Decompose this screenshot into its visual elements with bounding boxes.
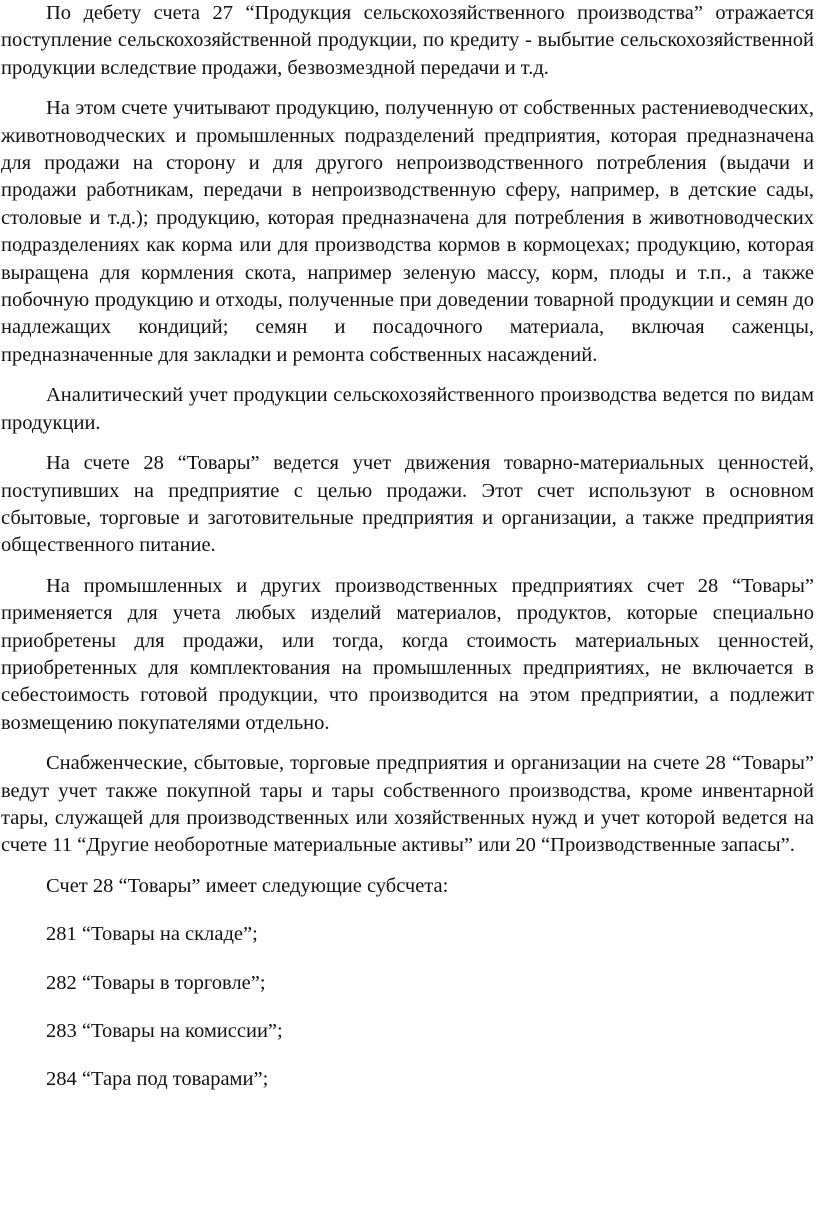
subaccounts-intro: Счет 28 “Товары” имеет следующие субсчета: — [46, 874, 449, 897]
paragraph-supply-organizations: Снабженческие, сбытовые, торговые предприятия и организации на счете 28 “Товары” ведут учет также покупной тары и тары собственного производства, кроме инвентарной тары, служащей для производственных или хозяйственных нужд и учет которой ведется на счете 11 “Другие необоротные материальные активы” или 20 “Производственные запасы”. — [1, 752, 814, 857]
subaccount-item: 281 “Товары на складе”; — [46, 923, 258, 946]
paragraph-account-27-debit: По дебету счета 27 “Продукция сельскохозяйственного производства” отражается поступление сельскохозяйственной продукции, по кредиту - выбытие сельскохозяйственной продукции вследствие продажи, безвозмездной передачи и т.д. — [1, 2, 814, 79]
subaccount-item: 283 “Товары на комиссии”; — [46, 1020, 283, 1042]
paragraph-account-27-products: На этом счете учитывают продукцию, полученную от собственных растениеводческих, животноводческих и промышленных подразделений предприятия, которая предназначена для продажи на сторону и для другого непроизводственного потребления (выдачи и продажи работникам, передачи в непроизводственную сферу, например, в детские сады, столовые и т.д.); продукцию, которая предназначена для потребления в животноводческих подразделениях как корма или для производства кормов в кормоцехах; продукцию, которая выращена для кормления скота, например зеленую массу, корм, плоды и т.п., а также побочную продукцию и отходы, полученные при доведении товарной продукции и семян до надлежащих кондиций; семян и посадочного материала, включая саженцы, предназначенные для закладки и ремонта собственных насаждений. — [1, 97, 814, 366]
subaccount-item: 282 “Товары в торговле”; — [46, 971, 266, 994]
paragraph-analytical-accounting: Аналитический учет продукции сельскохозяйственного производства ведется по видам продукции. — [1, 384, 814, 434]
subaccount-item: 284 “Тара под товарами”; — [46, 1068, 269, 1091]
paragraph-account-28-goods: На счете 28 “Товары” ведется учет движения товарно-материальных ценностей, поступивших на предприятие с целью продажи. Этот счет используют в основном сбытовые, торговые и заготовительные предприятия и организации, а также предприятия общественного питание. — [1, 452, 814, 557]
paragraph-industrial-enterprises: На промышленных и других производственных предприятиях счет 28 “Товары” применяется для учета любых изделий материалов, продуктов, которые специально приобретены для продажи, или тогда, когда стоимость материальных ценностей, приобретенных для комплектования на промышленных предприятиях, не включается в себестоимость готовой продукции, что производится на этом предприятии, а подлежит возмещению покупателями отдельно. — [1, 574, 814, 734]
